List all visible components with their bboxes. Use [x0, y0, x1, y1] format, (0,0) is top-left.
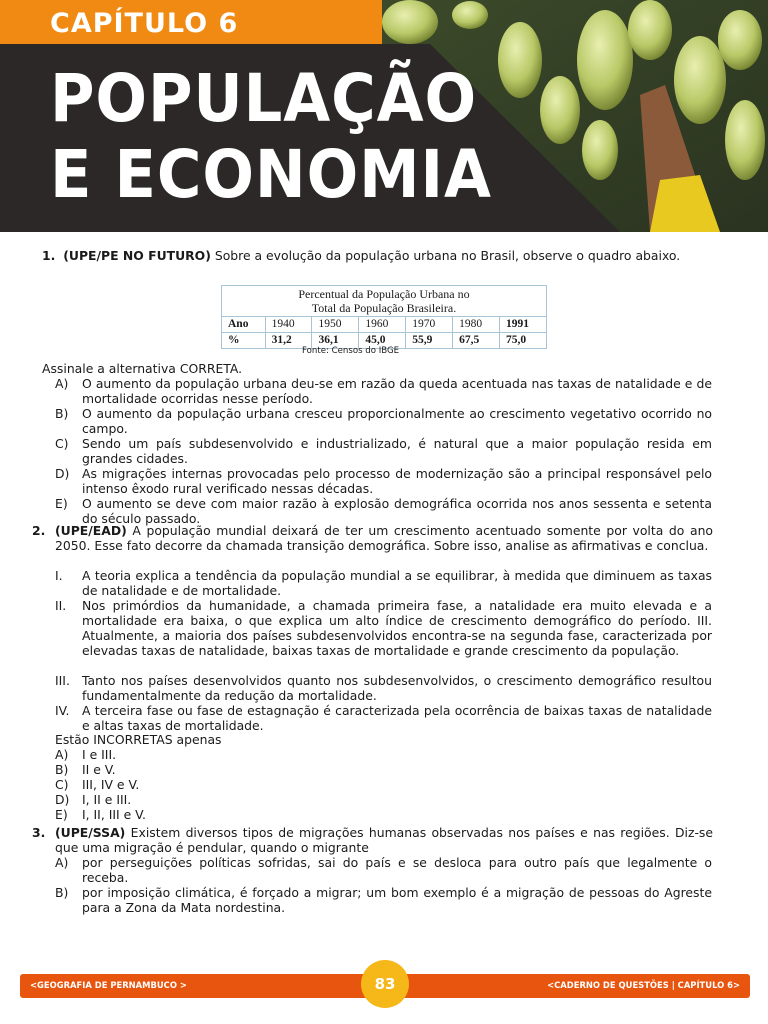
table-caption	[221, 285, 547, 316]
question-2-number: 2.	[32, 523, 46, 538]
statement-number: II.	[55, 598, 67, 613]
option-letter: D)	[55, 466, 70, 481]
table-caption-line1: Percentual da População Urbana no	[298, 287, 470, 301]
footer-book-title: <GEOGRAFIA DE PERNAMBUCO >	[30, 980, 187, 990]
footer-section-title: <CADERNO DE QUESTÕES | CAPÍTULO 6>	[547, 980, 740, 990]
option-text: I, II e III.	[82, 792, 132, 807]
question-3-text: Existem diversos tipos de migrações humanas observadas nos países e nas regiões. Diz-se que uma migração é pendular, quando o migrante	[55, 825, 713, 855]
statement-text: Tanto nos países desenvolvidos quanto nos subdesenvolvidos, o crescimento demográfico resultou fundamentalmente da redução da mortalidade.	[82, 673, 712, 703]
chapter-title-line1: POPULAÇÃO	[50, 60, 478, 137]
option-letter: E)	[55, 807, 68, 822]
option-text: Sendo um país subdesenvolvido e industrializado, é natural que a maior população resida em grandes cidades.	[82, 436, 712, 466]
option-letter: E)	[55, 496, 68, 511]
option-text: I, II, III e V.	[82, 807, 146, 822]
question-1-stem	[42, 248, 732, 263]
question-2-prompt: Estão INCORRETAS apenas	[55, 732, 222, 747]
option-text: O aumento se deve com maior razão à explosão demográfica ocorrida nos anos sessenta e setenta do século passado.	[82, 496, 712, 526]
table-row-years	[222, 317, 547, 333]
table-cell: 1991	[500, 317, 547, 333]
table-cell: 55,9	[406, 333, 453, 349]
table-source: Fonte: Censos do IBGE	[302, 346, 400, 356]
statement-text: Nos primórdios da humanidade, a chamada primeira fase, a natalidade era muito elevada e a mortalidade era baixa, o que explica um alto índice de crescimento demográfico do período. III. Atualmente, a maioria dos países subdesenvolvidos encontra-se na segunda fase, caracterizada por elevadas taxas de natalidade, baixas taxas de mortalidade e grande crescimento da população.	[82, 598, 712, 658]
option-text: por imposição climática, é forçado a migrar; um bom exemplo é a migração de pessoas do Agreste para a Zona da Mata nordestina.	[82, 885, 712, 915]
table-caption-line2: Total da População Brasileira.	[311, 301, 457, 315]
option-letter: B)	[55, 406, 69, 421]
option-text: As migrações internas provocadas pelo processo de modernização são a principal responsável pelo intenso êxodo rural verificado nessas décadas.	[82, 466, 712, 496]
statement-text: A terceira fase ou fase de estagnação é caracterizada pela ocorrência de baixas taxas de natalidade e altas taxas de mortalidade.	[82, 703, 712, 733]
question-1-prompt: Assinale a alternativa CORRETA.	[42, 361, 243, 376]
option-letter: C)	[55, 777, 69, 792]
table-cell: 31,2	[265, 333, 312, 349]
table-cell: 75,0	[500, 333, 547, 349]
question-2-stem	[55, 523, 713, 553]
table-cell: Ano	[222, 317, 266, 333]
option-letter: D)	[55, 792, 70, 807]
option-text: III, IV e V.	[82, 777, 140, 792]
table-cell: 1940	[265, 317, 312, 333]
question-3-source: (UPE/SSA)	[55, 825, 126, 840]
table-cell: 1950	[312, 317, 359, 333]
page-number: 83	[361, 960, 409, 1008]
option-letter: C)	[55, 436, 69, 451]
option-text: O aumento da população urbana cresceu proporcionalmente ao crescimento vegetativo ocorrido no campo.	[82, 406, 712, 436]
option-letter: A)	[55, 747, 69, 762]
table-cell: 1960	[359, 317, 406, 333]
option-text: II e V.	[82, 762, 116, 777]
option-letter: A)	[55, 855, 69, 870]
table-cell: 1980	[453, 317, 500, 333]
table-cell: 36,1	[312, 333, 359, 349]
question-2-text: A população mundial deixará de ter um crescimento acentuado somente por volta do ano 2050. Esse fato decorre da chamada transição demográfica. Sobre isso, analise as afirmativas e conclua.	[55, 523, 713, 553]
table-cell: %	[222, 333, 266, 349]
table-cell: 67,5	[453, 333, 500, 349]
chapter-header	[0, 0, 768, 232]
question-2-source: (UPE/EAD)	[55, 523, 127, 538]
statement-text: A teoria explica a tendência da população mundial a se equilibrar, à medida que diminuem as taxas de natalidade e de mortalidade.	[82, 568, 712, 598]
urban-population-table	[221, 285, 547, 349]
statement-number: III.	[55, 673, 70, 688]
chapter-label: CAPÍTULO 6	[50, 8, 239, 39]
question-1-text: Sobre a evolução da população urbana no Brasil, observe o quadro abaixo.	[210, 248, 681, 263]
statement-number: I.	[55, 568, 63, 583]
option-text: O aumento da população urbana deu-se em razão da queda acentuada nas taxas de natalidade e de mortalidade ocorridas nesse período.	[82, 376, 712, 406]
option-letter: B)	[55, 762, 69, 777]
chapter-title-line2: E ECONOMIA	[50, 136, 492, 213]
table-cell: 45,0	[359, 333, 406, 349]
option-text: por perseguições políticas sofridas, sai do país e se desloca para outro país que legalmente o receba.	[82, 855, 712, 885]
option-letter: B)	[55, 885, 69, 900]
question-3-number: 3.	[32, 825, 46, 840]
question-1-source: (UPE/PE NO FUTURO)	[63, 248, 211, 263]
question-1-number: 1.	[42, 248, 56, 263]
statement-number: IV.	[55, 703, 70, 718]
table-cell: 1970	[406, 317, 453, 333]
option-text: I e III.	[82, 747, 117, 762]
question-3-stem	[55, 825, 713, 855]
option-letter: A)	[55, 376, 69, 391]
